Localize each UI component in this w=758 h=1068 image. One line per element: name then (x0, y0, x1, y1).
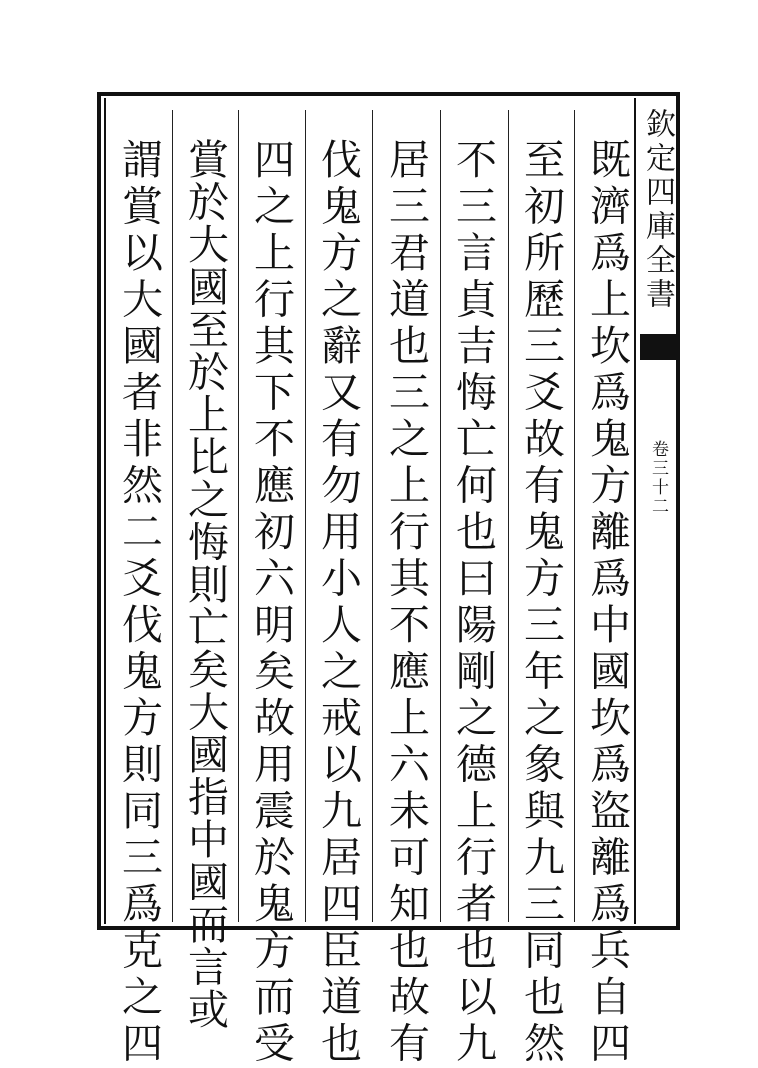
column-divider (574, 110, 575, 922)
text-column-5: 伐鬼方之辭又有勿用小人之戒以九居四臣道也 (314, 138, 362, 1068)
column-divider (508, 110, 509, 922)
juan-label: 卷三十二 (648, 440, 668, 516)
column-divider (440, 110, 441, 922)
text-column-3: 不三言貞吉悔亡何也曰陽剛之德上行者也以九 (449, 138, 497, 1068)
text-column-6: 四之上行其下不應初六明矣故用震於鬼方而受 (247, 138, 295, 1068)
text-column-2: 至初所歷三爻故有鬼方三年之象與九三同也然 (517, 138, 565, 1068)
column-divider (238, 110, 239, 922)
text-column-8: 謂賞以大國者非然二爻伐鬼方則同三爲克之四 (115, 138, 163, 1068)
text-column-4: 居三君道也三之上行其不應上六未可知也故有 (382, 138, 430, 1068)
column-divider (172, 110, 173, 922)
fish-tail-mark (640, 334, 676, 360)
column-divider (305, 110, 306, 922)
column-divider (372, 110, 373, 922)
text-column-1: 既濟爲上坎爲鬼方離爲中國坎爲盜離爲兵自四 (583, 138, 631, 1068)
book-title: 欽定四庫全書 (640, 108, 675, 312)
text-column-7: 賞於大國至於上比之悔則亡矣大國指中國而言或 (181, 138, 229, 1031)
